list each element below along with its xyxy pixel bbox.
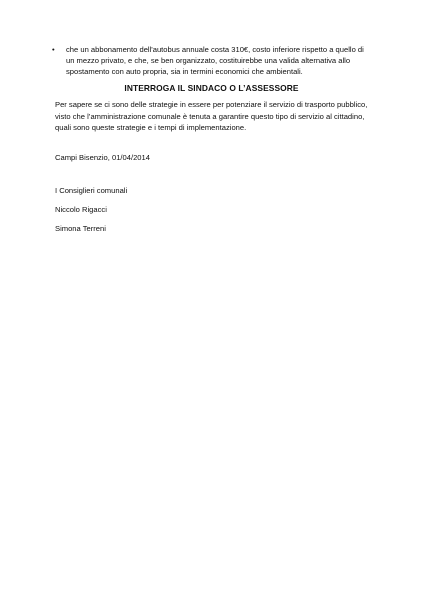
section-heading: INTERROGA IL SINDACO O L’ASSESSORE: [124, 83, 299, 93]
paragraph-line: visto che l’amministrazione comunale è tenuta a garantire questo tipo di servizio al cittadino,: [55, 111, 365, 121]
paragraph-line: quali sono queste strategie e i tempi di implementazione.: [55, 123, 247, 133]
signature-name: Simona Terreni: [55, 224, 106, 233]
bullet-line: che un abbonamento dell'autobus annuale costa 310€, costo inferiore rispetto a quello di: [66, 45, 364, 54]
place-date: Campi Bisenzio, 01/04/2014: [55, 153, 150, 162]
bullet-line: spostamento con auto propria, sia in termini economici che ambientali.: [66, 67, 303, 76]
bullet-line: un mezzo privato, e che, se ben organizzato, costituirebbe una valida alternativa allo: [66, 56, 351, 65]
bullet-icon: •: [52, 45, 55, 54]
signature-name: Niccolo Rigacci: [55, 205, 107, 214]
bullet-item: [52, 44, 382, 77]
paragraph-line: Per sapere se ci sono delle strategie in essere per potenziare il servizio di trasporto pubblico,: [55, 100, 368, 109]
signature-title: I Consiglieri comunali: [55, 186, 128, 195]
bullet-text: [66, 44, 382, 77]
body-paragraph: [55, 99, 382, 134]
